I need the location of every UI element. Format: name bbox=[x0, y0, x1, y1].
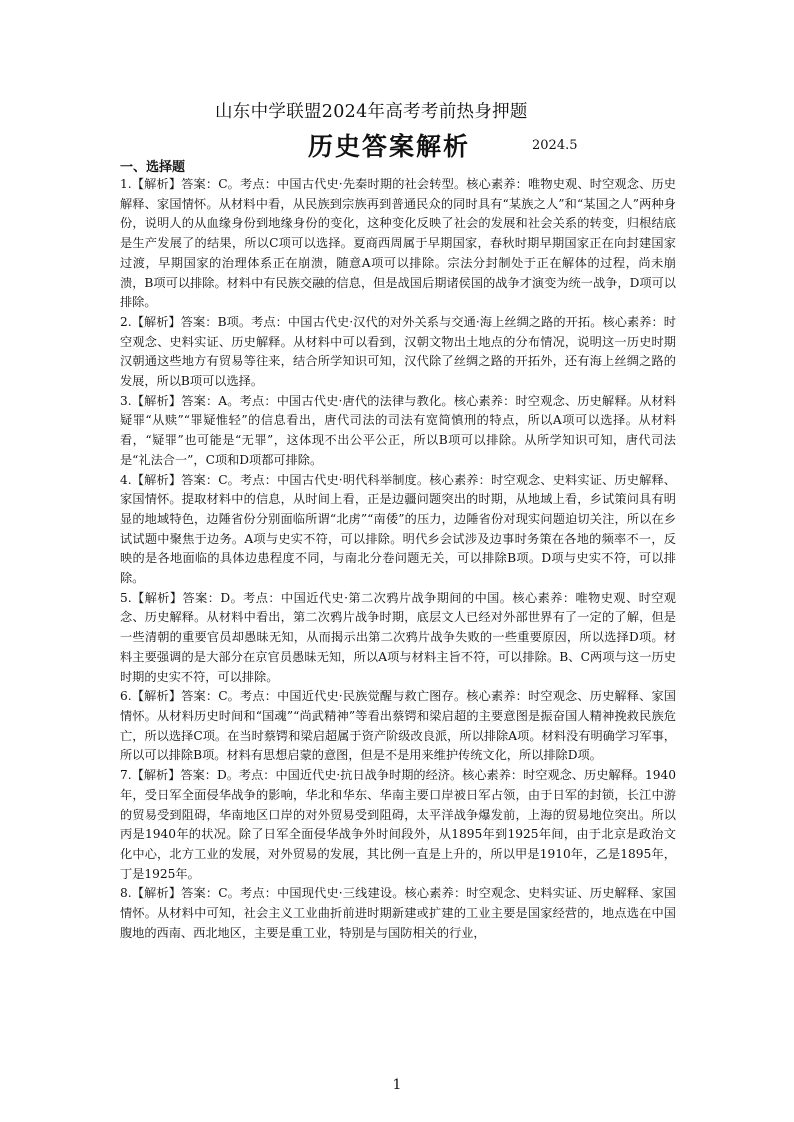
document-date: 2024.5 bbox=[532, 138, 578, 153]
section-heading: 一、选择题 bbox=[120, 160, 186, 175]
answer-item: 1.【解析】答案：C。考点：中国古代史·先秦时期的社会转型。核心素养：唯物史观、时空观念、历史解释、家国情怀。从材料中看，从民族到宗族再到普通民众的同时具有“某族之人”和“某国之人”两种身份，说明人的从血缘身份到地缘身份的变化，这种变化反映了社会的发展和社会关系的转变，归根结底是生产发展了的结果，所以C项可以选择。夏商西周属于早期国家，春秋时期早期国家正在向封建国家过渡，早期国家的治理体系正在崩溃，随意A项可以排除。宗法分封制处于正在解体的过程，尚未崩溃，B项可以排除。材料中有民族交融的信息，但是战国后期诸侯国的战争才演变为统一战争，D项可以排除。 bbox=[120, 177, 676, 310]
answer-item: 7.【解析】答案：D。考点：中国近代史·抗日战争时期的经济。核心素养：时空观念、历史解释。1940年，受日军全面侵华战争的影响，华北和华东、华南主要口岸被日军占领，由于日军的封锁，长江中游的贸易受到阻碍，华南地区口岸的对外贸易受到阻碍，太平洋战争爆发前，上海的贸易地位突出。所以丙是1940年的状况。除了日军全面侵华战争外时间段外，从1895年到1925年间，由于北京是政治文化中心，北方工业的发展，对外贸易的发展，其比例一直是上升的，所以甲是1910年，乙是1895年，丁是1925年。 bbox=[120, 768, 676, 881]
page-number: 1 bbox=[392, 1077, 402, 1093]
answer-list bbox=[120, 175, 676, 943]
answer-item: 3.【解析】答案：A。考点：中国古代史·唐代的法律与教化。核心素养：时空观念、历史解释。从材料疑罪“从赎”“罪疑惟轻”的信息看出，唐代司法的司法有宽简慎刑的特点，所以A项可以选择。从材料看，“疑罪”也可能是“无罪”，这体现不出公平公正，所以B项可以排除。从所学知识可知，唐代司法是“礼法合一”，C项和D项都可排除。 bbox=[120, 393, 676, 467]
answer-item: 2.【解析】答案：B项。考点：中国古代史·汉代的对外关系与交通·海上丝绸之路的开拓。核心素养：时空观念、史料实证、历史解释。从材料中可以看到，汉朝文物出土地点的分布情况，说明这一历史时期汉朝通这些地方有贸易等往来，结合所学知识可知，汉代除了丝绸之路的开拓外，还有海上丝绸之路的发展，所以B项可以选择。 bbox=[120, 314, 676, 389]
answer-item: 8.【解析】答案：C。考点：中国现代史·三线建设。核心素养：时空观念、史料实证、历史解释、家国情怀。从材料中可知，社会主义工业曲折前进时期新建或扩建的工业主要是国家经营的，地点选在中国腹地的西南、西北地区，主要是重工业，特别是与国防相关的行业， bbox=[120, 886, 676, 940]
exam-name: 山东中学联盟2024年高考考前热身押题 bbox=[215, 102, 528, 122]
page-title: 历史答案解析 bbox=[308, 132, 471, 161]
answer-item: 4.【解析】答案：C。考点：中国古代史·明代科举制度。核心素养：时空观念、史料实证、历史解释、家国情怀。提取材料中的信息，从时间上看，正是边疆问题突出的时期，从地域上看，乡试策问具有明显的地域特色，边陲省份分别面临所谓“北虏”“南倭”的压力，边陲省份对现实问题迫切关注，所以在乡试试题中聚焦于边务。A项与史实不符，可以排除。明代乡会试涉及边事时务策在各地的频率不一，反映的是各地面临的具体边患程度不同，与南北分卷问题无关，可以排除B项。D项与史实不符，可以排除。 bbox=[120, 472, 676, 586]
answer-item: 5.【解析】答案：D。考点：中国近代史·第二次鸦片战争期间的中国。核心素养：唯物史观、时空观念、历史解释。从材料中看出，第二次鸦片战争时期，底层文人已经对外部世界有了一定的了解，但是一些清朝的重要官员却愚昧无知，从而揭示出第二次鸦片战争失败的一些重要原因，所以选择D项。材料主要强调的是大部分在京官员愚昧无知，所以A项与材料主旨不符，可以排除。B、C两项与这一历史时期的史实不符，可以排除。 bbox=[120, 590, 676, 684]
answer-item: 6.【解析】答案：C。考点：中国近代史·民族觉醒与救亡图存。核心素养：时空观念、历史解释、家国情怀。从材料历史时间和“国魂”“尚武精神”等看出蔡锷和梁启超的主要意图是振奋国人精神挽救民族危亡，所以选择C项。在当时蔡锷和梁启超属于资产阶级改良派，所以排除A项。材料没有明确学习军事，所以可以排除B项。材料有思想启蒙的意图，但是不是用来维护传统文化，所以排除D项。 bbox=[120, 689, 676, 763]
